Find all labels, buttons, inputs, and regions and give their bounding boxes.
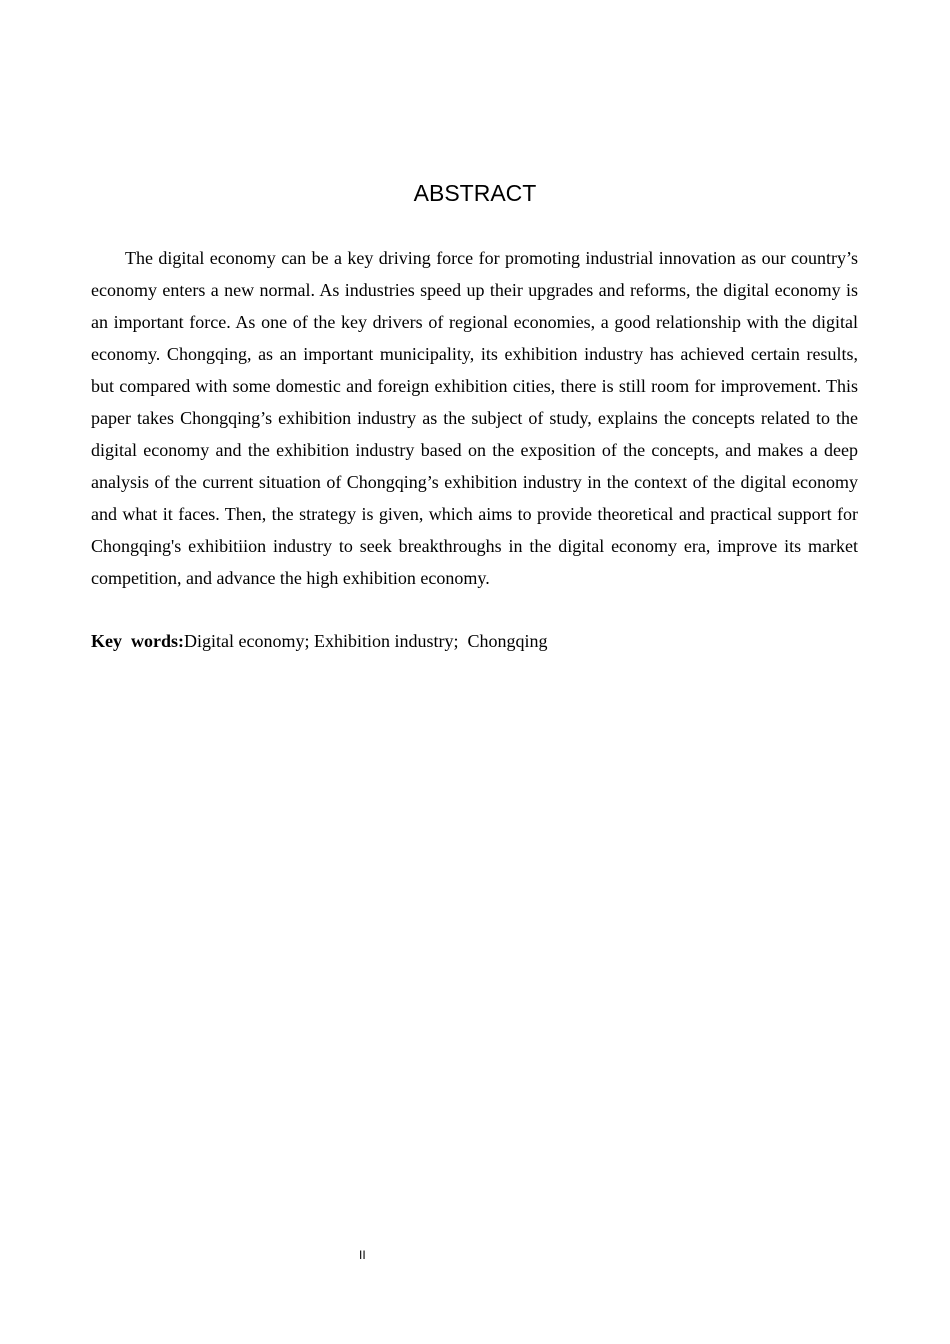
page-title: ABSTRACT xyxy=(413,180,537,206)
abstract-paragraph: The digital economy can be a key driving force for promoting industrial innovation as our country’s economy enters a new normal. As industries speed up their upgrades and reforms, the digital economy is an important force. As one of the key drivers of regional economies, a good relationship with the digital economy. Chongqing, as an important municipality, its exhibition industry has achieved certain results, but compared with some domestic and foreign exhibition cities, there is still room for improvement. This paper takes Chongqing’s exhibition industry as the subject of study, explains the concepts related to the digital economy and the exhibition industry based on the exposition of the concepts, and makes a deep analysis of the current situation of Chongqing’s exhibition industry in the context of the digital economy and what it faces. Then, the strategy is given, which aims to provide theoretical and practical support for Chongqing's exhibitiion industry to seek breakthroughs in the digital economy era, improve its market competition, and advance the high exhibition economy. xyxy=(91,248,858,588)
keywords-line xyxy=(91,625,858,657)
keywords-value: Digital economy; Exhibition industry; Chongqing xyxy=(184,631,548,651)
keywords-label: Key words: xyxy=(91,631,184,651)
page-number: II xyxy=(359,1248,366,1262)
